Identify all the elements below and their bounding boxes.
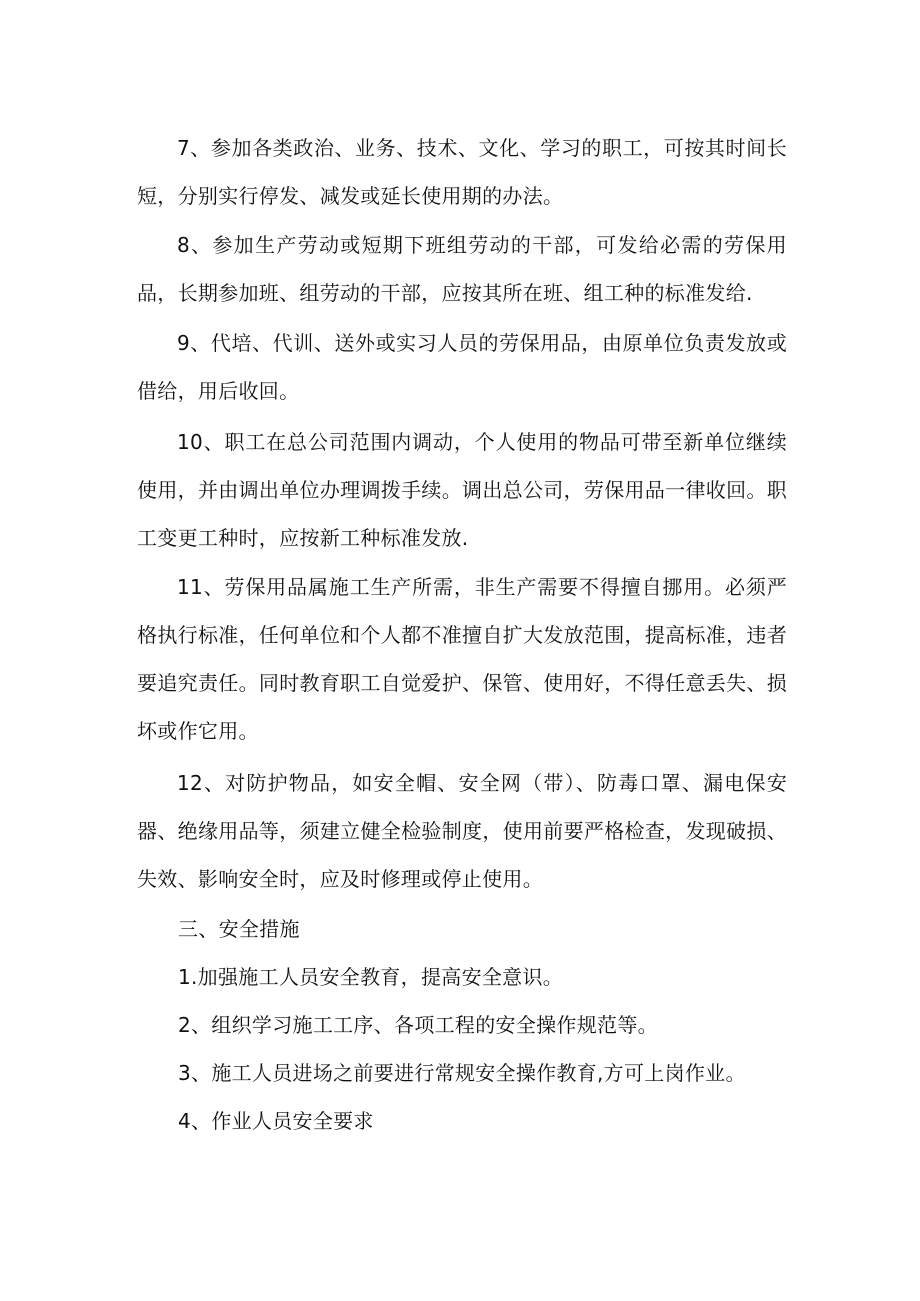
paragraph-item-11: 11、劳保用品属施工生产所需，非生产需要不得擅自挪用。必须严格执行标准，任何单位和个人都不准擅自扩大发放范围，提高标准，违者要追究责任。同时教育职工自觉爱护、保管、使用好，不得任意丢失、损坏或作它用。 [137,575,787,743]
measure-item-1: 1.加强施工人员安全教育，提高安全意识。 [178,965,564,989]
paragraph-item-12: 12、对防护物品，如安全帽、安全网（带）、防毒口罩、漏电保安器、绝缘用品等，须建立健全检验制度，使用前要严格检查，发现破损、失效、影响安全时，应及时修理或停止使用。 [137,771,787,891]
measure-item-2: 2、组织学习施工工序、各项工程的安全操作规范等。 [178,1013,658,1037]
measure-item-3: 3、施工人员进场之前要进行常规安全操作教育,方可上岗作业。 [178,1061,746,1085]
section-heading: 三、安全措施 [178,917,300,941]
paragraph-item-9: 9、代培、代训、送外或实习人员的劳保用品，由原单位负责发放或借给，用后收回。 [137,331,787,403]
paragraph-item-10: 10、职工在总公司范围内调动，个人使用的物品可带至新单位继续使用，并由调出单位办理调拨手续。调出总公司，劳保用品一律收回。职工变更工种时，应按新工种标准发放. [137,430,787,550]
paragraph-item-7: 7、参加各类政治、业务、技术、文化、学习的职工，可按其时间长短，分别实行停发、减发或延长使用期的办法。 [137,136,787,208]
paragraph-item-8: 8、参加生产劳动或短期下班组劳动的干部，可发给必需的劳保用品，长期参加班、组劳动的干部，应按其所在班、组工种的标准发给. [137,233,787,305]
measure-item-4: 4、作业人员安全要求 [178,1109,374,1133]
